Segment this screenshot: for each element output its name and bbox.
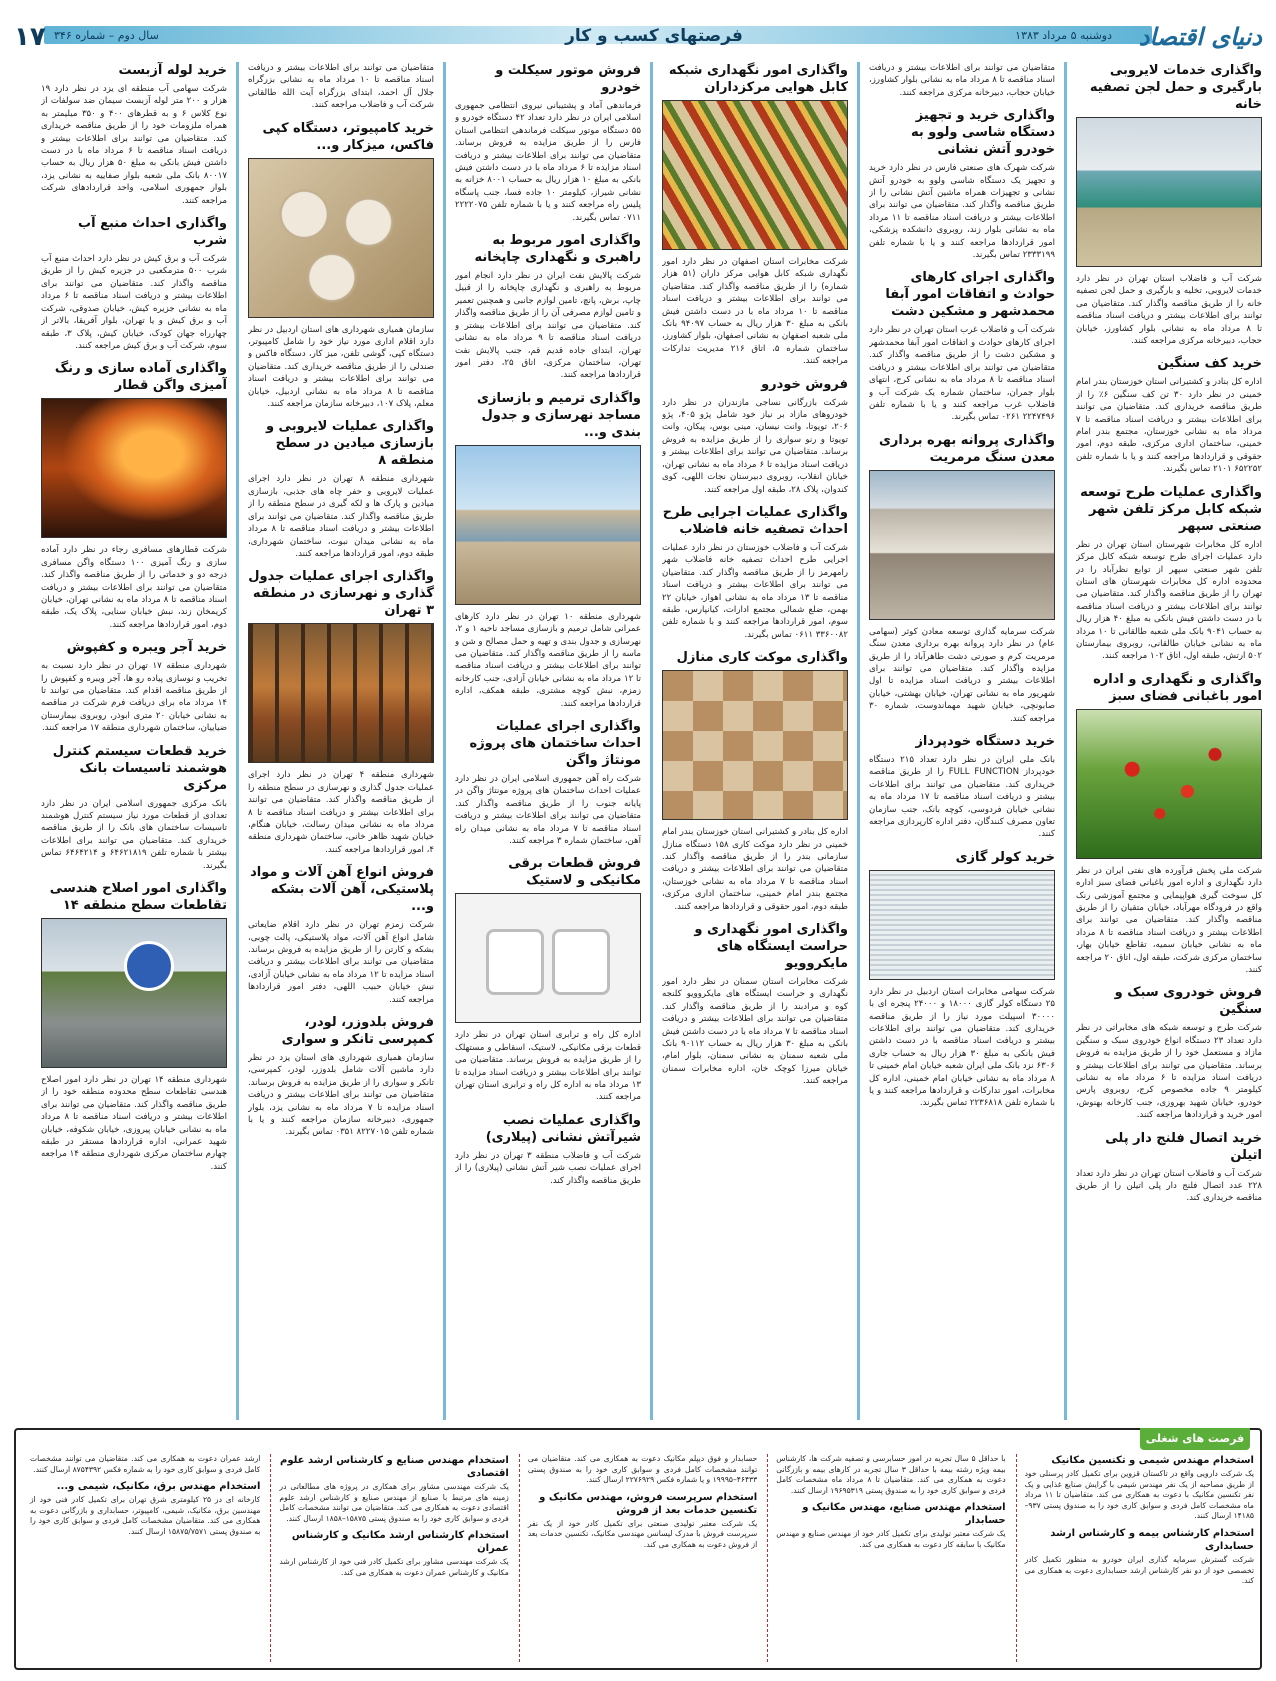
article-photo-ac — [869, 870, 1055, 980]
article-headline: واگذاری امور اصلاح هندسی تقاطعات سطح منطقه ۱۴ — [49, 881, 227, 914]
job-listings-box — [14, 1428, 1262, 1670]
article-photo-cable — [662, 100, 848, 250]
article — [662, 62, 848, 368]
article-body: فرماندهی آماد و پشتیبانی نیروی انتظامی جمهوری اسلامی ایران در نظر دارد تعداد ۴۲ دستگاه خودرو و ۵۵ دستگاه موتور سیکلت فرماندهی انتظامی استان فارس را از طریق مزایده به فروش برساند. متقاضیان می توانند برای اطلاعات بیشتر و دریافت اسناد مزایده تا ۶ مرداد ماه با در دست داشتن فیش بانکی به مبلغ ۱۰ هزار ریال به حساب ۸۰۰۱ خزانه به نشانی شیراز، کیلومتر ۱۰ جاده فسا، جنب پاسگاه پلیس راه مراجعه کنند و یا با شماره تلفن ۲۲۲۲۰۷۵ ۰۷۱۱ تماس بگیرند. — [455, 101, 641, 223]
column-3 — [662, 62, 848, 1422]
article-headline: خرید دستگاه خودپرداز — [915, 733, 1055, 749]
article-headline: واگذاری و نگهداری و اداره امور باغبانی فضای سبز — [1093, 671, 1262, 704]
article-headline: فروش قطعات برقی مکانیکی و لاستیک — [508, 856, 641, 889]
article — [248, 568, 434, 856]
job-listing — [776, 1454, 1005, 1496]
article — [248, 62, 434, 112]
article — [455, 855, 641, 1103]
article-photo-marble — [869, 470, 1055, 620]
article-body: بانک ملی ایران در نظر دارد تعداد ۲۱۵ دستگاه خودپرداز FULL FUNCTION را از طریق مناقصه خریداری کند. متقاضیان می توانند برای اطلاعات بیشتر و دریافت اسناد مناقصه تا ۱۷ مرداد ماه به نشانی خیابان فردوسی، کوچه بانک، جنب سازمان تعاون مصرف کنندگان، دفتر اداره کارپردازی مراجعه کنند. — [869, 754, 1055, 840]
job-listing — [30, 1480, 260, 1537]
article-headline: واگذاری عملیات اجرایی طرح احداث تصفیه خانه فاضلاب — [662, 504, 848, 537]
column-separator — [1064, 62, 1067, 1420]
article-body: شرکت مخابرات استان سمنان در نظر دارد امور نگهداری و حراست ایستگاه های مایکروویو کلنجه کوه و مرادبند را از طریق مناقصه واگذار کند. متقاضیان می توانند برای اطلاعات بیشتر و دریافت اسناد مناقصه تا ۷ مرداد ماه با در دست داشتن فیش بانکی به مبلغ ۳۰ هزار ریال به حساب ۹۰۱۱۲ بانک ملی شعبه سمنان به نشانی سمنان، بلوار امام، خیابان میرزا کوچک خان، اداره مخابرات سمنان مراجعه کنند. — [662, 977, 848, 1087]
article — [869, 733, 1055, 841]
article-body: بانک مرکزی جمهوری اسلامی ایران در نظر دارد تعدادی از قطعات مورد نیاز سیستم کنترل هوشمند تاسیسات ساختمان های بانک را از طریق مناقصه خریداری کند. متقاضیان می توانند برای اطلاعات بیشتر با شماره تلفن ۶۴۶۲۱۸۱۹ و ۶۴۶۴۲۱۴ تماس بگیرند. — [41, 798, 227, 871]
job-title: استخدام مهندس شیمی و تکنسین مکانیک — [1051, 1455, 1254, 1466]
article — [1076, 671, 1262, 977]
job-body: کارخانه ای در ۲۵ کیلومتری شرق تهران برای تکمیل کادر فنی خود از مهندسین برق، مکانیک، شیمی، کامپیوتر، حسابداری و بازرگانی دعوت به همکاری می کند. متقاضیان مشخصات کامل فردی و سوابق کاری خود را به صندوق پستی ۱۵۸۷۵/۷۵۷۱ ارسال کنند. — [30, 1495, 261, 1536]
article-body: شرکت آب و فاضلاب استان تهران در نظر دارد تعداد ۲۲۸ عدد اتصال فلنج دار پلی اتیلن را از طریق مناقصه خریداری کند. — [1076, 1168, 1262, 1204]
article — [662, 504, 848, 641]
article-photo-road — [41, 918, 227, 1068]
column-1 — [1076, 62, 1262, 1422]
column-6 — [41, 62, 227, 1422]
article-headline: واگذاری عملیات نصب شیرآتش نشانی (پیلاری) — [485, 1112, 641, 1145]
job-body: یک شرکت مهندسی مشاور برای همکاری در پروژه های مطالعاتی در زمینه های مرتبط با صنایع از مهندس صنایع و کارشناس ارشد علوم اقتصادی دعوت به همکاری می کند. متقاضیان می توانند مشخصات کامل فردی و سوابق کاری خود را به صندوق پستی ۱۵۸۷۵–۱۸۵۸ ارسال کنند. — [279, 1482, 509, 1523]
article — [248, 1014, 434, 1139]
job-column — [270, 1454, 508, 1662]
article-headline: واگذاری آماده سازی و رنگ آمیزی واگن قطار — [54, 361, 227, 394]
article-headline: واگذاری احداث منبع آب شرب — [78, 216, 227, 249]
article-headline: فروش بلدوزر، لودر، کمپرسی تانکر و سواری — [281, 1015, 434, 1047]
article-body: اداره کل بنادر و کشتیرانی استان خوزستان بندر امام خمینی در نظر دارد موکت کاری ۱۵۸ دستگاه منازل سازمانی بندر را از طریق مناقصه واگذار کند. متقاضیان می توانند برای اطلاعات بیشتر و دریافت اسناد مناقصه تا ۷ مرداد ماه به نشانی خوزستان، مجتمع بندر امام خمینی، ساختمان اداری مرکزی، طبقه دوم، امور حقوقی و قراردادها مراجعه کنند. — [662, 827, 848, 912]
job-listing — [776, 1501, 1005, 1550]
article-headline: خرید کف سنگین — [1157, 356, 1262, 372]
article-body: شرکت آب و برق کیش در نظر دارد احداث منبع آب شرب ۵۰۰ مترمکعبی در جزیره کیش را از طریق مناقصه واگذار کند. متقاضیان می توانند برای اطلاعات بیشتر و دریافت اسناد مناقصه تا ۶ مرداد ماه به نشانی جزیره کیش، خیابان صدوقی، شرکت آب و برق کیش و یا تهران، بلوار آفریقا، بالاتر از چهارراه جهان کودک، خیابان کیش، پلاک ۳، طبقه سوم، شرکت آب و برق کیش مراجعه کنند. — [41, 254, 227, 351]
job-body: حسابدار و فوق دیپلم مکانیک دعوت به همکاری می کند. متقاضیان می توانند مشخصات کامل فردی و سوابق کاری خود را به صندوق پستی ۴۶۴۳۳–۱۹۹۹۵ و یا شماره فکس ۲۲۷۶۹۲۹ ارسال کنند. — [527, 1454, 758, 1485]
article-headline: واگذاری پروانه بهره برداری معدن سنگ مرمریت — [878, 432, 1055, 465]
article — [248, 120, 434, 411]
article-headline: فروش خودرو — [761, 376, 848, 392]
article — [1076, 355, 1262, 475]
job-listings-grid — [22, 1454, 1254, 1662]
job-column — [22, 1454, 260, 1662]
column-separator — [650, 62, 653, 1420]
job-body: یک شرکت معتبر تولیدی صنعتی برای تکمیل کادر خود از یک نفر سرپرست فروش با مدرک لیسانس مهندسی مکانیک، تکنسین خدمات بعد از فروش دعوت به همکاری می کند. — [527, 1518, 758, 1549]
job-body: شرکت گسترش سرمایه گذاری ایران خودرو به منظور تکمیل کادر تخصصی خود از دو نفر کارشناس ارشد حسابداری دعوت به همکاری می کند. — [1024, 1554, 1254, 1586]
article-body: شرکت قطارهای مسافری رجاء در نظر دارد آماده سازی و رنگ آمیزی ۱۰۰ دستگاه واگن مسافری درجه دو و خدماتی را از طریق مناقصه واگذار کند. متقاضیان می توانند برای اطلاعات بیشتر و دریافت اسناد مناقصه تا ۸ مرداد ماه به نشانی تهران، خیابان کریمخان زند، نبش خیابان سنایی، پلاک یک، طبقه دوم، امور قراردادها مراجعه کنند. — [41, 545, 227, 630]
article — [869, 269, 1055, 423]
article-headline: فروش موتور سیکلت و خودرو — [495, 63, 641, 95]
page-number: ۱۷ — [14, 22, 46, 52]
article — [455, 1112, 641, 1187]
job-body: با حداقل ۵ سال تجربه در امور حسابرسی و تصفیه شرکت ها، کارشناس بیمه ویژه رشته بیمه با حداقل ۳ سال تجربه در کارهای بیمه و بازرگانی دعوت به همکاری می کند. متقاضیان تا ۸ مرداد ماه مشخصات کامل فردی و سوابق کاری خود را به صندوق پستی ۱۹۶۹۵۳۱۹ ارسال کنند. — [776, 1454, 1006, 1495]
column-separator — [236, 62, 239, 1420]
article — [455, 390, 641, 710]
column-4 — [455, 62, 641, 1422]
article — [1076, 984, 1262, 1121]
article — [455, 232, 641, 382]
article-body: شرکت آب و فاضلاب استان تهران در نظر دارد خدمات لایروبی، تخلیه و بارگیری و حمل لجن تصفیه خانه را از طریق مناقصه واگذار کند. متقاضیان می توانند برای اطلاعات بیشتر و دریافت اسناد مناقصه تا ۸ مرداد ماه به نشانی بلوار کشاورز، خیابان حجاب، دبیرخانه مرکزی مراجعه کنند. — [1076, 274, 1262, 347]
article-headline: واگذاری اجرای عملیات احداث ساختمان های پروژه مونتاژ واگن — [469, 718, 641, 768]
job-listing — [528, 1454, 757, 1486]
job-body: یک شرکت دارویی واقع در تاکستان قزوین برای تکمیل کادر پرسنلی خود از طریق مصاحبه از یک نفر مهندس شیمی با گرایش صنایع غذایی و یک نفر تکنسین مکانیک با دعوت به همکاری می کند. متقاضیان تا ۱۱ مرداد ماه مشخصات کامل فردی و سوابق کاری خود را به صندوق پستی ۹۳۷–۱۴۱۸۵ ارسال کنند. — [1024, 1469, 1254, 1521]
article-body: اداره کل راه و ترابری استان تهران در نظر دارد قطعات برقی مکانیکی، لاستیک، اسقاطی و مستهلک را از طریق مزایده به فروش برساند. متقاضیان می توانند برای اطلاعات بیشتر و دریافت اسناد مزایده تا ۱۳ مرداد ماه به اداره کل راه و ترابری استان تهران مراجعه کنند. — [455, 1030, 641, 1103]
article — [41, 62, 227, 207]
article-photo-poppy — [1076, 709, 1262, 859]
article — [41, 639, 227, 734]
article-photo-outlet — [455, 893, 641, 1023]
article-photo-lagoon — [1076, 117, 1262, 267]
article — [1076, 1130, 1262, 1205]
article-headline: خرید کامپیوتر، دستگاه کپی فاکس، میزکار و... — [262, 120, 434, 153]
article-body: شرکت سرمایه گذاری توسعه معادن کوثر (سهامی عام) در نظر دارد پروانه بهره برداری معدن سنگ مرمریت کرم و صورتی دشت طاهرآباد را از طریق مزایده واگذار کند. متقاضیان می توانند برای اطلاعات بیشتر و دریافت اسناد مزایده تا اول شهریور ماه به نشانی تهران، خیابان بهشتی، خیابان صابونچی، خیابان شهید مهماندوست، شماره ۳۰ مراجعه کنند. — [869, 626, 1055, 724]
article — [1076, 62, 1262, 347]
article-headline: واگذاری خدمات لایروبی بارگیری و حمل لجن تصفیه خانه — [1089, 63, 1262, 112]
article — [248, 864, 434, 1006]
article-photo-tiles — [662, 670, 848, 820]
issue-date: دوشنبه ۵ مرداد ۱۳۸۳ — [1015, 29, 1112, 42]
article-body: متقاضیان می توانند برای اطلاعات بیشتر و دریافت اسناد مناقصه تا ۱۰ مرداد ماه به نشانی بزرگراه جلال آل احمد، ابتدای بزرگراه آیت الله طالقانی شرکت آب و فاضلاب مراجعه کنند. — [248, 63, 434, 111]
article-headline: واگذاری ترمیم و بازسازی مساجد نهرسازی و جدول بندی و... — [477, 390, 641, 440]
article-body: سازمان همیاری شهرداری های استان یزد در نظر دارد ماشین آلات شامل بلدوزر، لودر، کمپرسی، تانکر و سواری را از طریق مزایده به فروش برساند. متقاضیان می توانند برای اطلاعات بیشتر و دریافت اسناد مزایده تا ۷ مرداد ماه به نشانی یزد، بلوار جمهوری، دبیرخانه سازمان مراجعه کنند و یا با شماره تلفن ۸۲۲۷۰۱۵ ۰۳۵۱ تماس بگیرند. — [248, 1053, 434, 1138]
article — [455, 62, 641, 224]
article-headline: واگذاری خرید و تجهیز دستگاه شاسی ولوو به خودرو آتش نشانی — [910, 108, 1055, 158]
article — [662, 649, 848, 913]
article-headline: واگذاری موکت کاری منازل — [676, 650, 848, 666]
article-body: شرکت آب و فاضلاب خوزستان در نظر دارد عملیات اجرایی طرح احداث تصفیه خانه فاضلاب شهر رامهرمز را از طریق مناقصه واگذار کند. متقاضیان می توانند برای اطلاعات بیشتر و دریافت اسناد مناقصه تا ۱۳ مرداد ماه به نشانی اهواز، خیابان ۲۲ بهمن، ضلع شمالی مجتمع ادارات، کیانپارس، طبقه سوم، امور قراردادها مراجعه کنند و با شماره تلفن ۳۳۶۰۰۸۲ ۰۶۱۱ تماس بگیرند. — [662, 542, 848, 640]
article-body: شرکت آب و فاضلاب غرب استان تهران در نظر دارد اجرای کارهای حوادث و اتفاقات امور آبفا محمدشهر و مشکین دشت را از طریق مناقصه واگذار کند. متقاضیان می توانند برای اطلاعات بیشتر و دریافت اسناد مناقصه تا ۸ مرداد ماه به نشانی کرج، انتهای بلوار جمران، ساختمان شماره یک شرکت آب و فاضلاب غرب مراجعه کنند و یا با شماره تلفن ۲۲۴۷۴۹۶ ۰۲۶۱ تماس بگیرند. — [869, 325, 1055, 423]
column-5 — [248, 62, 434, 1422]
article-headline: واگذاری امور نگهداری و حراست ایستگاه های مایکروویو — [694, 922, 848, 971]
column-separator — [443, 62, 446, 1420]
job-title: استخدام سرپرست فروش، مهندس مکانیک و تکنسین خدمات بعد از فروش — [539, 1491, 758, 1516]
job-body: یک شرکت مهندسی مشاور برای تکمیل کادر فنی خود از کارشناس ارشد مکانیک و کارشناس عمران دعوت به همکاری می کند. — [279, 1557, 509, 1577]
article-body: شرکت بازرگانی نساجی مازندران در نظر دارد خودروهای مازاد بر نیاز خود شامل پژو ۴۰۵، پژو ۲۰۶، تویوتا، وانت نیسان، مینی بوس، پیکان، وانت تویوتا و رنو سواری را از طریق مزایده به فروش برساند. متقاضیان می توانند برای اطلاعات بیشتر و دریافت اسناد مزایده تا ۶ مرداد ماه به نشانی تهران، خیابان انقلاب، روبروی دبیرستان نجات اللهی، کوی کندوان، پلاک ۲۸، طبقه اول مراجعه کنند. — [662, 397, 848, 495]
article — [869, 432, 1055, 725]
article-headline: واگذاری عملیات لایروبی و بازسازی میادین در سطح منطقه ۸ — [265, 419, 434, 469]
article-body: شرکت سهامی مخابرات استان اردبیل در نظر دارد ۲۵ دستگاه کولر گازی ۱۸۰۰۰ و ۲۴۰۰۰ پنجره ای با ۳۰۰۰۰ اسپیلت مورد نیاز را از طریق مناقصه خریداری کند. متقاضیان می توانند برای اطلاعات بیشتر و دریافت اسناد مناقصه با در دست داشتن فیش بانکی به مبلغ ۳۰ هزار ریال به حساب جاری ۶۳۰۶ نزد بانک ملی ایران شعبه خیابان امام خمینی تا ۸ مرداد ماه به نشانی خیابان امام خمینی، اداره کل مخابرات، امور تدارکات و قراردادها مراجعه کنند و یا با شماره تلفن ۲۲۳۶۸۱۸ تماس بگیرند. — [869, 986, 1055, 1109]
issue-number: سال دوم – شماره ۳۴۶ — [54, 29, 159, 42]
article-headline: فروش خودروی سبک و سنگین — [1114, 985, 1262, 1018]
article-headline: واگذاری امور نگهداری شبکه کابل هوایی مرکزداران — [668, 63, 848, 95]
article-headline: خرید کولر گازی — [955, 849, 1055, 865]
article-body: متقاضیان می توانند برای اطلاعات بیشتر و دریافت اسناد مناقصه تا ۸ مرداد ماه به نشانی بلوار کشاورز، خیابان حجاب، دبیرخانه مرکزی مراجعه کنند. — [869, 63, 1055, 98]
job-title: استخدام کارشناس ارشد مکانیک و کارشناس عمران — [291, 1530, 509, 1555]
job-listing — [1025, 1527, 1254, 1587]
article — [869, 62, 1055, 99]
article-body: شهرداری منطقه ۱۷ تهران در نظر دارد نسبت به تخریب و نوسازی پیاده رو ها، آجر ویبره و کفپوش را از طریق مناقصه اقدام کند. متقاضیان می توانند تا ۱۴ مرداد ماه برای دریافت فرم شرکت در مناقصه به نشانی خیابان ۲۰ متری ابوذر، روبروی بیمارستان ضیاییان، ساختمان شهرداری منطقه ۱۷ مراجعه کنند. — [41, 661, 227, 734]
article — [869, 107, 1055, 261]
article-body: شرکت شهرک های صنعتی فارس در نظر دارد خرید و تجهیز یک دستگاه شاسی ولوو به خودرو آتش نشانی و تجهیزات همراه ماشین آتش نشانی را از طریق مناقصه واگذار کند. متقاضیان می توانند برای اطلاعات بیشتر و دریافت اسناد مناقصه تا ۱۱ مرداد ماه به نشانی بلوار زند، روبروی دانشکده پزشکی، امور قراردادها مراجعه کنند و یا با شماره تلفن ۲۳۳۳۱۹۹ تماس بگیرند. — [869, 163, 1055, 261]
article-photo-forest — [248, 623, 434, 763]
job-title: استخدام مهندس صنایع و کارشناس ارشد علوم اقتصادی — [279, 1455, 509, 1479]
article-body: اداره کل بنادر و کشتیرانی استان خوزستان بندر امام خمینی در نظر دارد ۳۰ تن کف سنگین ۶٪ را از طریق مناقصه خریداری کند. متقاضیان می توانند برای اطلاعات بیشتر و دریافت اسناد مناقصه تا ۷ مرداد ماه به نشانی خوزستان، مجتمع بندر امام خمینی، ساختمان اداری مرکزی، طبقه دوم، امور حقوقی و قراردادها مراجعه کنند و یا با شماره تلفن ۶۵۲۲۵۲ ۲۱۰۱ تماس بگیرند. — [1076, 377, 1262, 475]
job-listing — [528, 1491, 757, 1551]
job-title: استخدام مهندس برق، مکانیک، شیمی و... — [56, 1481, 261, 1493]
article-headline: واگذاری اجرای عملیات جدول گذاری و نهرسازی در منطقه ۳ تهران — [248, 569, 434, 619]
job-column — [519, 1454, 757, 1662]
column-separator — [857, 62, 860, 1420]
newspaper-logo: دنیای اقتصاد — [1138, 22, 1262, 51]
article-body: اداره کل مخابرات شهرستان استان تهران در نظر دارد عملیات اجرای طرح توسعه شبکه کابل مرکز تلفن شهر صنعتی سپهر از توابع نظرآباد را در محدوده اداره کل مخابرات شهرستان های استان تهران را از طریق مناقصه واگذار کند. متقاضیان می توانند برای اطلاعات بیشتر و دریافت اسناد مناقصه با در دست داشتن فیش بانکی به مبلغ ۴۰ هزار ریال به حساب ۹۰۴۱ بانک ملی شعبه طالقانی تا ۱۰ مرداد ماه به نشانی خیابان طالقانی، روبروی بیمارستان ۵۰۲ ارتش، طبقه اول، اتاق ۱۰۲ مراجعه کنند. — [1076, 539, 1262, 662]
article — [662, 376, 848, 496]
article-headline: خرید قطعات سیستم کنترل هوشمند تاسیسات بانک مرکزی — [52, 743, 227, 793]
job-title: استخدام کارشناس بیمه و کارشناس ارشد حسابداری — [1050, 1527, 1254, 1552]
job-column — [767, 1454, 1005, 1662]
article — [41, 360, 227, 631]
job-listing — [279, 1454, 508, 1524]
article-headline: خرید اتصال فلنج دار پلی اتیلن — [1105, 1130, 1262, 1163]
article-body: شرکت سهامی آب منطقه ای یزد در نظر دارد ۱۹ هزار و ۲۰۰ متر لوله آزبست سیمان ضد سولفات از نوع کلاس ۶ و به قطرهای ۴۰۰ و ۳۵۰ میلیمتر به همراه ملزومات خود را از طریق مناقصه خریداری کند. متقاضیان می توانند برای اطلاعات بیشتر و دریافت اسناد مناقصه تا ۶ مرداد ماه با در دست داشتن فیش بانکی به مبلغ ۵۰ هزار ریال به حساب ۸۰۰۱۷ بانک ملی شعبه بلوار صفاییه به نشانی یزد، بلوار جمهوری اسلامی، واحد قراردادهای شرکت مراجعه کنند. — [41, 84, 227, 206]
article — [248, 418, 434, 560]
article-headline: خرید آجر ویبره و کفپوش — [66, 640, 227, 656]
article-photo-train — [41, 398, 227, 538]
article — [662, 921, 848, 1088]
article-body: شهرداری منطقه ۱۴ تهران در نظر دارد امور اصلاح هندسی تقاطعات سطح محدوده منطقه خود را از طریق مناقصه واگذار کند. متقاضیان می توانند برای اطلاعات بیشتر و دریافت اسناد مناقصه تا ۸ مرداد ماه به نشانی خیابان پیروزی، خیابان شکوفه، خیابان شهید عمرانی، اداره قراردادها مستقر در طبقه چهارم ساختمان مرکزی شهرداری منطقه ۱۴ مراجعه کنند. — [41, 1075, 227, 1172]
article-headline: خرید لوله آزبست — [118, 63, 227, 78]
job-listing — [30, 1454, 260, 1475]
article — [869, 849, 1055, 1110]
job-column — [1016, 1454, 1254, 1662]
article-body: شهرداری منطقه ۴ تهران در نظر دارد اجرای عملیات جدول گذاری و نهرسازی در سطح منطقه را از طریق مناقصه واگذار کند. متقاضیان می توانند برای اطلاعات بیشتر و دریافت اسناد مناقصه تا ۸ مرداد ماه به نشانی میدان رسالت، خیابان هنگام، خیابان شهید ظاهر خانی، ساختمان شهرداری منطقه ۴، امور قراردادها مراجعه کنند. — [248, 770, 434, 855]
article-body: شهرداری منطقه ۱۰ تهران در نظر دارد کارهای عمرانی شامل ترمیم و بازسازی مساجد ناحیه ۱ و ۲، نهرسازی و جدول بندی و تهیه و حمل مصالح و شن و ماسه را از طریق مناقصه واگذار کند. متقاضیان می توانند برای اطلاعات بیشتر و دریافت اسناد مناقصه تا ۱۲ مرداد ماه به نشانی خیابان آزادی، جنب کارخانه زمزم، نبش کوچه مشتری، طبقه همکف، اداره قراردادها مراجعه کنند. — [455, 611, 641, 709]
article-headline: فروش انواع آهن آلات و مواد پلاستیکی، آهن آلات بشکه و... — [250, 865, 434, 915]
page-header — [14, 20, 1262, 54]
article-headline: واگذاری امور مربوط به راهبری و نگهداری چاپخانه — [474, 233, 641, 266]
article-body: شرکت پالایش نفت ایران در نظر دارد انجام امور مربوط به راهبری و نگهداری چاپخانه را از قبیل چاپ، برش، پانچ، تامین لوازم جانبی و همچنین تعمیر و تامین لوازم مصرفی آن را از طریق مناقصه واگذار کند. متقاضیان می توانند برای اطلاعات بیشتر و دریافت اسناد مناقصه تا ۹ مرداد ماه به نشانی تهران، ابتدای جاده قدیم قم، جنب پالایش نفت تهران، ساختمان مرکزی، اتاق ۲۵، دفتر امور قراردادها مراجعه کنند. — [455, 271, 641, 381]
article — [1076, 484, 1262, 663]
article-body: شرکت زمزم تهران در نظر دارد اقلام ضایعاتی شامل انواع آهن آلات، مواد پلاستیکی، پالت چوبی، بشکه و کارتن را از طریق مزایده به فروش برساند. متقاضیان می توانند برای اطلاعات بیشتر و دریافت اسناد مزایده تا ۱۲ مرداد ماه به نشانی خیابان آزادی، نبش خیابان حبیب اللهی، دفتر امور قراردادها مراجعه کنند. — [248, 920, 434, 1005]
article-body: شهرداری منطقه ۸ تهران در نظر دارد اجرای عملیات لایروبی و حفر چاه های جذبی، بازسازی میادین و پارک ها و لکه گیری در سطح منطقه را از طریق مناقصه واگذار کند. متقاضیان می توانند برای اطلاعات بیشتر و دریافت اسناد مناقصه تا ۸ مرداد ماه به نشانی میدان نبوت، ساختمان شهرداری، طبقه دوم، امور قراردادها مراجعه کنند. — [248, 474, 434, 559]
job-listings-tag: فرصت های شغلی — [1140, 1428, 1250, 1450]
job-body: یک شرکت معتبر تولیدی برای تکمیل کادر خود از مهندس صنایع و مهندس مکانیک با سابقه کار دعوت به همکاری می کند. — [776, 1529, 1006, 1549]
article-body: شرکت طرح و توسعه شبکه های مخابراتی در نظر دارد تعداد ۲۳ دستگاه انواع خودروی سبک و سنگین مازاد و مستعمل خود را از طریق مزایده به فروش برساند. متقاضیان می توانند برای اطلاعات بیشتر و دریافت اسناد مزایده تا ۶ مرداد ماه به نشانی کیلومتر ۹ جاده مخصوص کرج، روبروی پارس خودرو، خیابان شهید بهروزی، جنب کارخانه بهنوش، امور خرید و قراردادها مراجعه کنند. — [1076, 1023, 1262, 1121]
article — [41, 880, 227, 1173]
article-photo-keypad — [248, 158, 434, 318]
article-body: شرکت مخابرات استان اصفهان در نظر دارد امور نگهداری شبکه کابل هوایی مرکز داران (۵۱ هزار شماره) را از طریق مناقصه واگذار کند. متقاضیان می توانند برای اطلاعات بیشتر و دریافت اسناد مناقصه تا ۱۰ مرداد ماه با در دست داشتن فیش بانکی به مبلغ ۳۰ هزار ریال به حساب ۹۴۰۹۷ بانک ملی شعبه اصفهان به نشانی اصفهان، بلوار کشاورز، ساختمان شماره ۵، اتاق ۲۱۶ مدیریت تدارکات مراجعه کنند. — [662, 257, 848, 367]
job-listing — [279, 1529, 508, 1578]
article — [455, 718, 641, 847]
article — [41, 215, 227, 352]
section-title: فرصتهای کسب و کار — [565, 26, 743, 46]
job-body: ارشد عمران دعوت به همکاری می کند. متقاضیان می توانند مشخصات کامل فردی و سوابق کاری خود را به شماره فکس ۸۷۵۴۳۹۲ ارسال کنند. — [30, 1454, 261, 1474]
article-body: سازمان همیاری شهرداری های استان اردبیل در نظر دارد اقلام اداری مورد نیاز خود را شامل کامپیوتر، دستگاه کپی، گوشی تلفن، میز کار، دستگاه فاکس و صندلی را از طریق مناقصه خریداری کند. متقاضیان می توانند برای اطلاعات بیشتر و دریافت اسناد مناقصه تا ۸ مرداد ماه به نشانی اردبیل، خیابان معلم، پلاک ۱۰۷، دبیرخانه سازمان مراجعه کنند. — [248, 324, 434, 410]
job-listing — [1025, 1454, 1254, 1522]
column-2 — [869, 62, 1055, 1422]
article-body: شرکت آب و فاضلاب منطقه ۳ تهران در نظر دارد اجرای عملیات نصب شیر آتش نشانی (پیلاری) را از طریق مناقصه واگذار کند. — [455, 1150, 641, 1186]
article — [41, 743, 227, 872]
article-photo-mosque — [455, 445, 641, 605]
article-body: شرکت ملی پخش فرآورده های نفتی ایران در نظر دارد نگهداری و اداره امور باغبانی فضای سبز اداره کل سوخت گیری هواپیمایی و مجتمع آموزشی رنک واقع در فرودگاه مهرآباد، خیابان متقیان را از طریق مناقصه واگذار کند. متقاضیان می توانند برای اطلاعات بیشتر و دریافت اسناد مناقصه تا ۸ مرداد ماه به نشانی خیابان سمیه، تقاطع خیابان بهار، ساختمان مرکزی شرکت، طبقه اول، اتاق ۲۰ مراجعه کنند. — [1076, 865, 1262, 975]
article-headline: واگذاری عملیات طرح توسعه شبکه کابل مرکز تلفن شهر صنعتی سپهر — [1080, 484, 1262, 534]
article-body: شرکت راه آهن جمهوری اسلامی ایران در نظر دارد عملیات احداث ساختمان های پروژه مونتاژ واگن در پایانه جنوب را از طریق مناقصه واگذار کند. متقاضیان می توانند برای اطلاعات بیشتر و دریافت اسناد مناقصه تا ۷ مرداد ماه به نشانی میدان راه آهن، ساختمان شماره ۳ مراجعه کنند. — [455, 773, 641, 846]
article-headline: واگذاری اجرای کارهای حوادث و اتفاقات امور آبفا محمدشهر و مشکین دشت — [885, 270, 1055, 320]
job-title: استخدام مهندس صنایع، مهندس مکانیک و حسابدار — [802, 1502, 1006, 1527]
